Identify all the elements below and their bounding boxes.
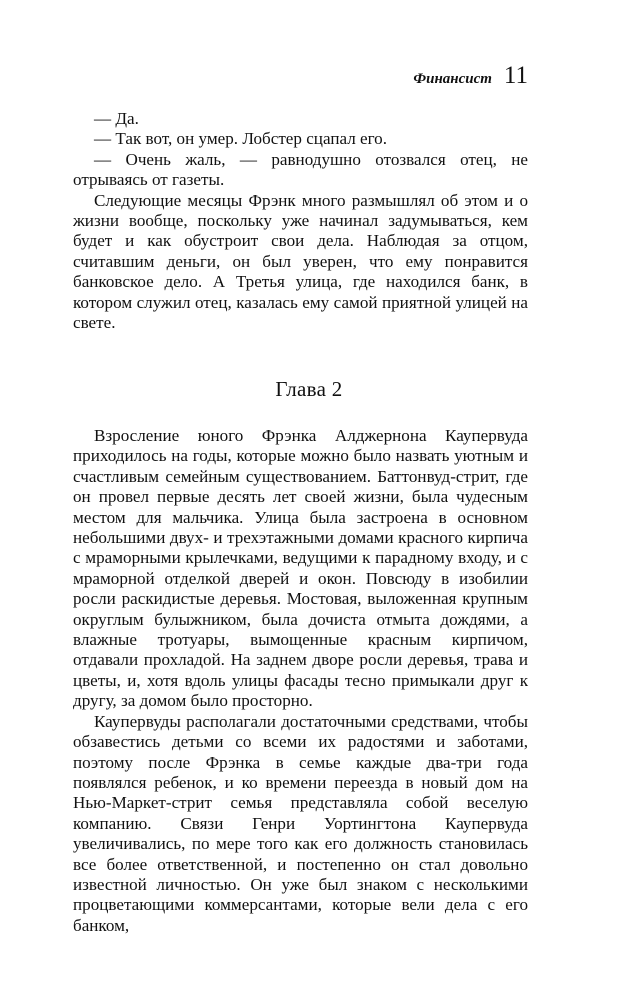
- paragraph: Следующие месяцы Фрэнк много размышлял об этом и о жизни вообще, поскольку уже начинал задумываться, кем будет и как обустроит свои дела. Наблюдая за отцом, считавшим деньги, он был уверен, что ему понравится банковское дело. А Третья улица, где находился банк, в котором служил отец, казалась ему самой приятной улицей на свете.: [73, 190, 528, 333]
- text-block-chapter: [73, 426, 528, 936]
- running-title: Финансист: [413, 71, 492, 87]
- text-block-top: [73, 109, 528, 333]
- dialogue-line: — Да.: [94, 109, 139, 128]
- paragraph: Каупервуды располагали достаточными средствами, чтобы обзавестись детьми со всеми их радостями и заботами, поэтому после Фрэнка в семье каждые два-три года появлялся ребенок, и ко времени переезда в новый дом на Нью-Маркет-стрит семья представляла собой веселую компанию. Связи Генри Уортингтона Каупервуда увеличивались, по мере того как его должность становилась все более ответственной, и постепенно он стал довольно известной личностью. Он уже был знаком с несколькими процветающими коммерсантами, которые вели дела с его банком,: [73, 711, 528, 935]
- paragraph: Взросление юного Фрэнка Алджернона Каупервуда приходилось на годы, которые можно было назвать уютным и счастливым семейным существованием. Баттонвуд-стрит, где он провел первые десять лет своей жизни, была чудесным местом для мальчика. Улица была застроена в основном небольшими двух- и трехэтажными домами красного кирпича с мраморными крылечками, ведущими к парадному входу, и с мраморной отделкой дверей и окон. Повсюду в изобилии росли раскидистые деревья. Мостовая, выложенная крупным округлым булыжником, была дочиста отмыта дождями, а влажные тротуары, вымощенные красным кирпичом, отдавали прохладой. На заднем дворе росли деревья, трава и цветы, и, хотя вдоль улицы фасады тесно примыкали друг к другу, за домом было просторно.: [73, 426, 528, 711]
- dialogue-line: — Так вот, он умер. Лобстер сцапал его.: [94, 129, 387, 149]
- page-number: 11: [503, 62, 528, 89]
- dialogue-line: — Очень жаль, — равнодушно отозвался отец, не отрываясь от газеты.: [73, 149, 528, 190]
- chapter-heading: Глава 2: [275, 377, 343, 401]
- running-header: [413, 62, 528, 90]
